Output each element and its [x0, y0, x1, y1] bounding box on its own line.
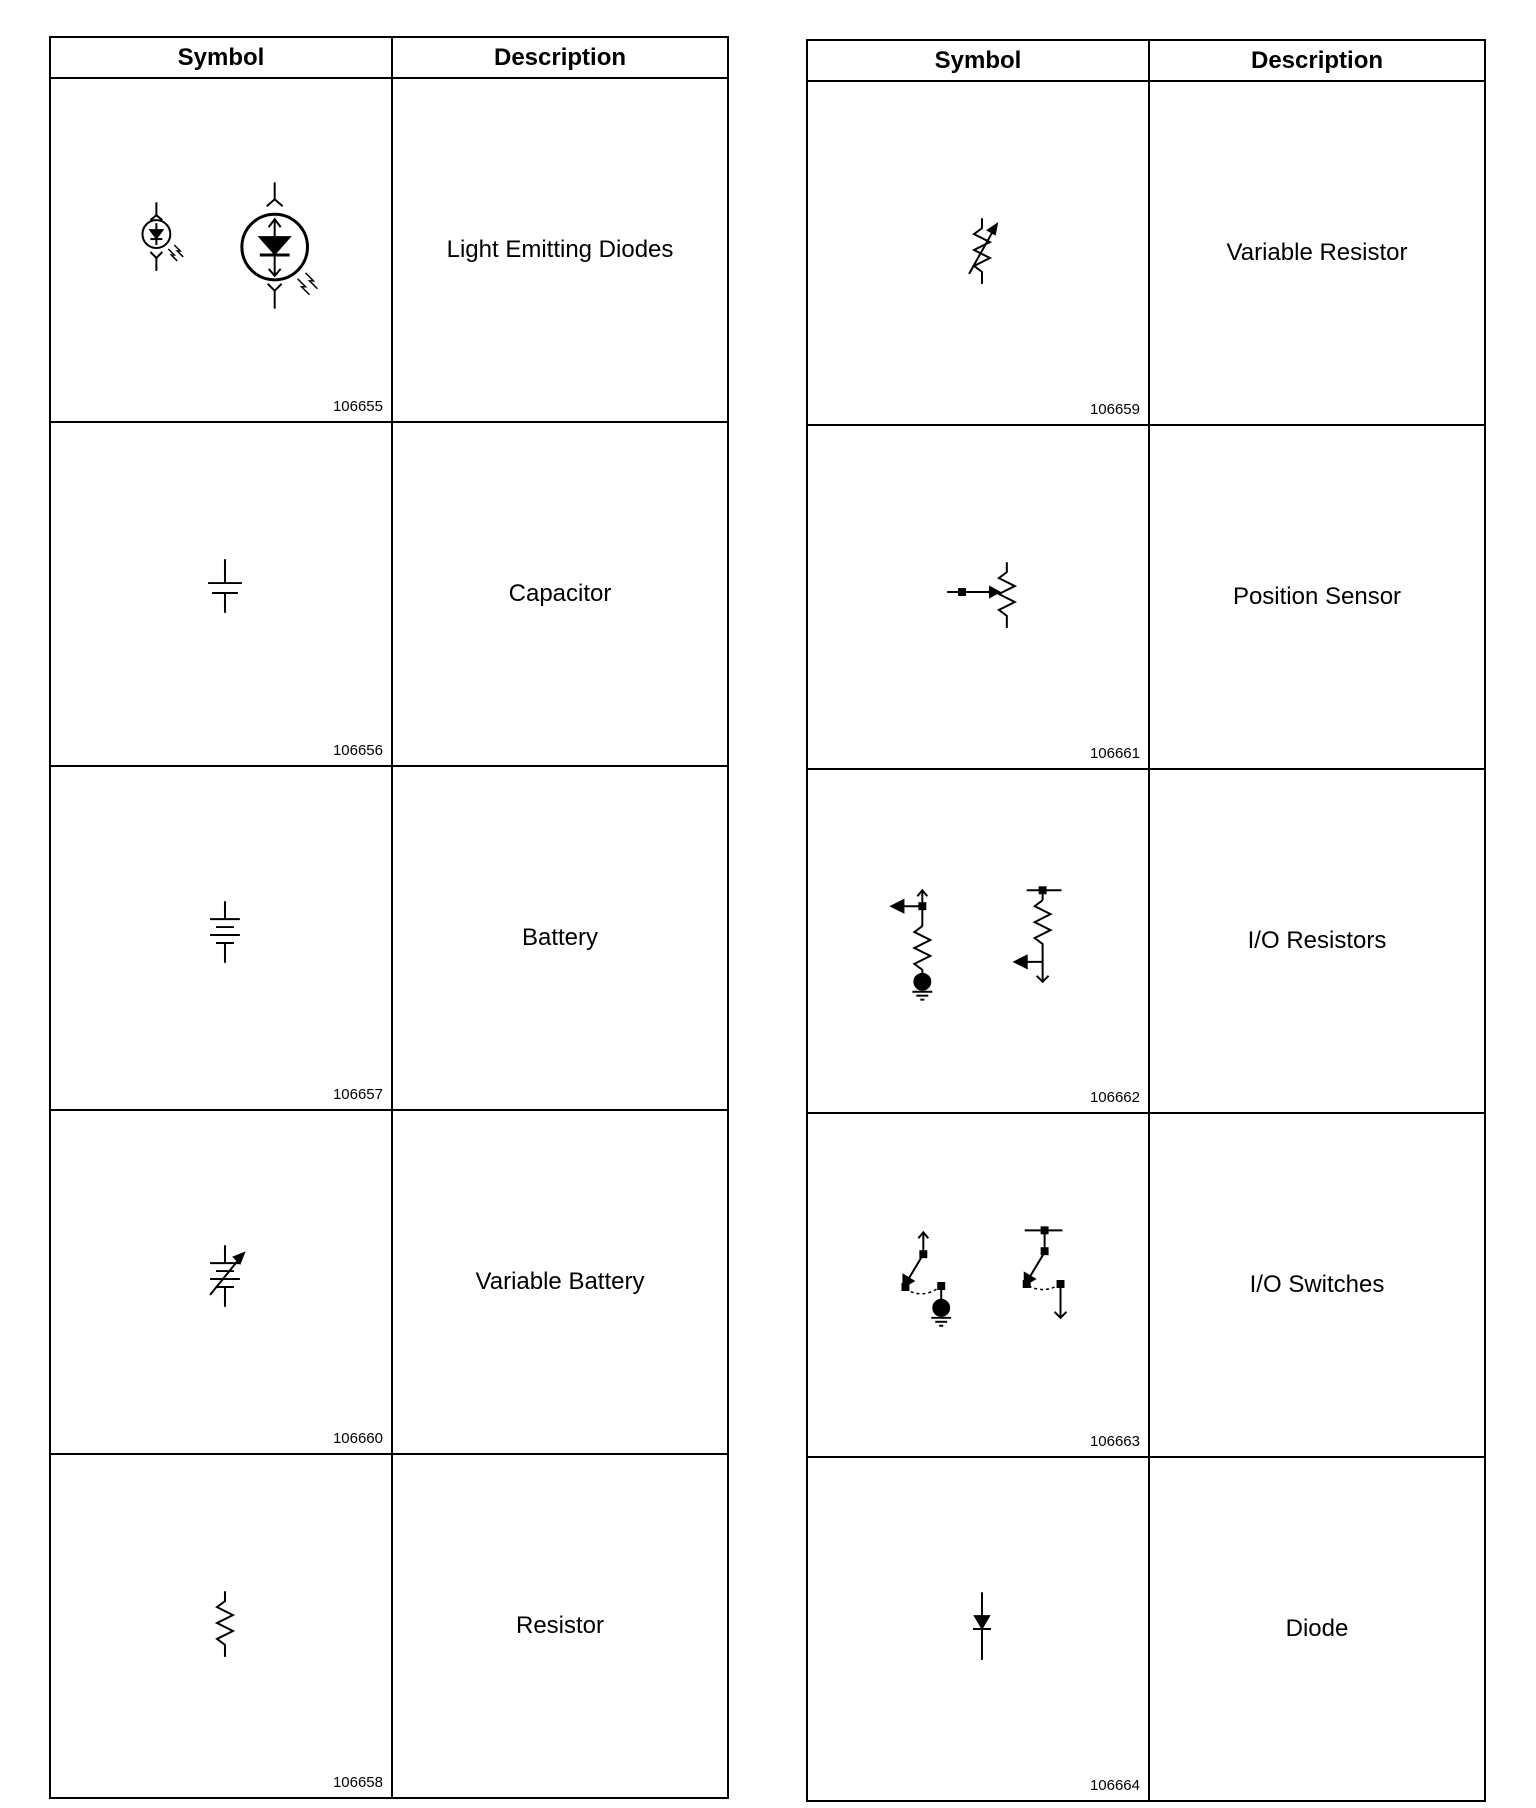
description-cell: Position Sensor [1149, 425, 1485, 769]
description-cell: I/O Resistors [1149, 769, 1485, 1113]
table-row [50, 1110, 728, 1454]
resistor-icon [51, 1455, 391, 1797]
table-row [807, 769, 1485, 1113]
table-row [807, 1113, 1485, 1457]
battery-icon [51, 767, 391, 1109]
description-cell: I/O Switches [1149, 1113, 1485, 1457]
table-row [50, 422, 728, 766]
table-row [50, 78, 728, 422]
header-row [50, 37, 728, 78]
symbol-cell [807, 1457, 1149, 1801]
symbol-table-left [49, 36, 729, 1799]
figure-number: 106660 [332, 1430, 383, 1447]
description-header: Description [1149, 40, 1485, 81]
table-row [807, 81, 1485, 425]
symbol-cell [50, 1454, 392, 1798]
symbol-cell [807, 81, 1149, 425]
symbol-table-right [806, 39, 1486, 1802]
description-cell: Battery [392, 766, 728, 1110]
variable-resistor-icon [808, 82, 1148, 424]
description-cell: Diode [1149, 1457, 1485, 1801]
symbol-header: Symbol [807, 40, 1149, 81]
variable-battery-icon [51, 1111, 391, 1453]
table-row [807, 425, 1485, 769]
figure-number: 106658 [332, 1774, 383, 1791]
symbol-cell [50, 1110, 392, 1454]
table-row [50, 766, 728, 1110]
description-cell: Capacitor [392, 422, 728, 766]
led-icon [51, 79, 391, 421]
symbol-cell [807, 425, 1149, 769]
figure-number: 106657 [332, 1086, 383, 1103]
figure-number: 106664 [1089, 1777, 1140, 1794]
description-cell: Resistor [392, 1454, 728, 1798]
io-resistors-icon [808, 770, 1148, 1112]
capacitor-icon [51, 423, 391, 765]
figure-number: 106655 [332, 398, 383, 415]
figure-number: 106656 [332, 742, 383, 759]
figure-number: 106661 [1089, 745, 1140, 762]
symbol-cell [807, 1113, 1149, 1457]
symbol-cell [50, 422, 392, 766]
description-header: Description [392, 37, 728, 78]
header-row [807, 40, 1485, 81]
diode-icon [808, 1458, 1148, 1800]
symbol-cell [50, 766, 392, 1110]
table-row [50, 1454, 728, 1798]
table-row [807, 1457, 1485, 1801]
description-cell: Light Emitting Diodes [392, 78, 728, 422]
position-sensor-icon [808, 426, 1148, 768]
figure-number: 106663 [1089, 1433, 1140, 1450]
figure-number: 106659 [1089, 401, 1140, 418]
symbol-cell [50, 78, 392, 422]
description-cell: Variable Battery [392, 1110, 728, 1454]
figure-number: 106662 [1089, 1089, 1140, 1106]
symbol-header: Symbol [50, 37, 392, 78]
symbol-cell [807, 769, 1149, 1113]
description-cell: Variable Resistor [1149, 81, 1485, 425]
io-switches-icon [808, 1114, 1148, 1456]
